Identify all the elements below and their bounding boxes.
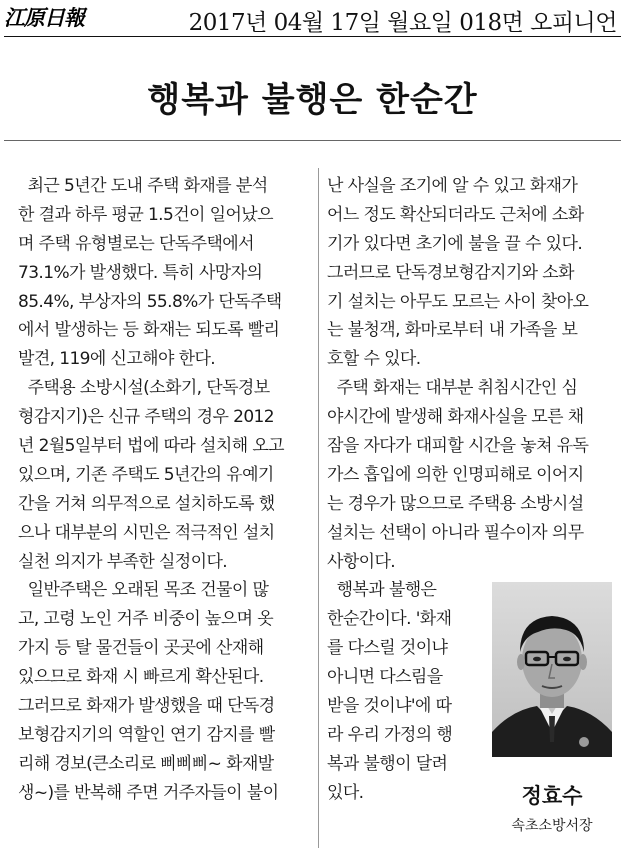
dateline: 2017년 04월 17일 월요일 018면 오피니언 xyxy=(188,10,617,36)
article-text-line: 가스 흡입에 의한 인명피해로 이어지 xyxy=(327,464,584,485)
article-text-line: 라 우리 가정의 행 xyxy=(327,724,453,745)
masthead xyxy=(4,2,621,37)
article-text-line: 73.1%가 발생했다. 특히 사망자의 xyxy=(18,262,263,283)
article-text-line: 기가 있다면 초기에 불을 끌 수 있다. xyxy=(327,233,583,254)
article-text-line: 설치는 선택이 아니라 필수이자 의무 xyxy=(327,522,584,543)
article-text-line: 난 사실을 조기에 알 수 있고 화재가 xyxy=(327,176,578,196)
article-text-line: 고, 고령 노인 거주 비중이 높으며 옷 xyxy=(18,609,274,630)
article-headline: 행복과 불행은 한순간 xyxy=(147,80,478,120)
article-text-line: 를 다스릴 것이냐 xyxy=(327,638,448,659)
article-text-line: 행복과 불행은 xyxy=(327,580,437,601)
headline-divider xyxy=(4,140,621,141)
article-text-line: 주택 화재는 대부분 취침시간인 심 xyxy=(327,378,578,399)
author-name: 정효수 xyxy=(521,784,583,808)
article-text-line: 잠을 자다가 대피할 시간을 놓쳐 유독 xyxy=(327,436,589,457)
article-text-line: 기 설치는 아무도 모르는 사이 찾아오 xyxy=(327,291,589,312)
author-photo xyxy=(492,582,612,757)
article-text-line: 호할 수 있다. xyxy=(327,349,421,370)
article-text-line: 발견, 119에 신고해야 한다. xyxy=(18,349,216,370)
author-portrait-image xyxy=(492,582,612,757)
article-text-line: 며 주택 유형별로는 단독주택에서 xyxy=(18,233,254,254)
article-text-line: 주택용 소방시설(소화기, 단독경보 xyxy=(18,378,270,399)
article-text-line: 실천 의지가 부족한 실정이다. xyxy=(18,551,228,572)
article-text-line: 간을 거쳐 의무적으로 설치하도록 했 xyxy=(18,493,275,514)
article-text-line: 으나 대부분의 시민은 적극적인 설치 xyxy=(18,522,275,543)
newspaper-logo: 江原日報 xyxy=(4,5,84,30)
article-text-line: 사항이다. xyxy=(327,551,396,572)
article-text-line: 최근 5년간 도내 주택 화재를 분석 xyxy=(18,176,268,196)
article-text-line: 는 불청객, 화마로부터 내 가족을 보 xyxy=(327,320,578,341)
article-text-line: 보형감지기의 역할인 연기 감지를 빨 xyxy=(18,724,275,745)
article-text-line: 일반주택은 오래된 목조 건물이 많 xyxy=(18,580,269,601)
article-text-line: 있으므로 화재 시 빠르게 확산된다. xyxy=(18,667,264,688)
article-text-line: 그러므로 단독경보형감지기와 소화 xyxy=(327,262,574,283)
article-text-line: 있다. xyxy=(327,782,364,803)
article-text-line: 가지 등 탈 물건들이 곳곳에 산재해 xyxy=(18,638,264,659)
article-text-line: 는 경우가 많으므로 주택용 소방시설 xyxy=(327,493,584,514)
article-text-line: 그러므로 화재가 발생했을 때 단독경 xyxy=(18,696,275,717)
article-text-line: 리해 경보(큰소리로 삐삐삐~ 화재발 xyxy=(18,753,274,774)
article-text-line: 야시간에 발생해 화재사실을 모른 채 xyxy=(327,407,584,428)
author-title: 속초소방서장 xyxy=(511,818,593,834)
article-column-1 xyxy=(18,172,311,808)
article-text-line: 아니면 다스림을 xyxy=(327,667,443,688)
article-text-line: 생~)를 반복해 주면 거주자들이 불이 xyxy=(18,782,279,803)
article-text-line: 85.4%, 부상자의 55.8%가 단독주택 xyxy=(18,291,282,312)
column-divider xyxy=(318,168,319,848)
article-text-line: 어느 정도 확산되더라도 근처에 소화 xyxy=(327,204,584,225)
article-text-line: 있으며, 기존 주택도 5년간의 유예기 xyxy=(18,464,274,485)
article-text-line: 형감지기)은 신규 주택의 경우 2012 xyxy=(18,407,274,428)
article-text-line: 복과 불행이 달려 xyxy=(327,753,448,774)
article-text-line: 받을 것이냐'에 따 xyxy=(327,696,452,717)
article-text-line: 년 2월5일부터 법에 따라 설치해 오고 xyxy=(18,436,284,457)
article-text-line: 에서 발생하는 등 화재는 되도록 빨리 xyxy=(18,320,280,341)
article-text-line: 한 결과 하루 평균 1.5건이 일어났으 xyxy=(18,204,273,225)
article-text-line: 한순간이다. '화재 xyxy=(327,609,452,630)
